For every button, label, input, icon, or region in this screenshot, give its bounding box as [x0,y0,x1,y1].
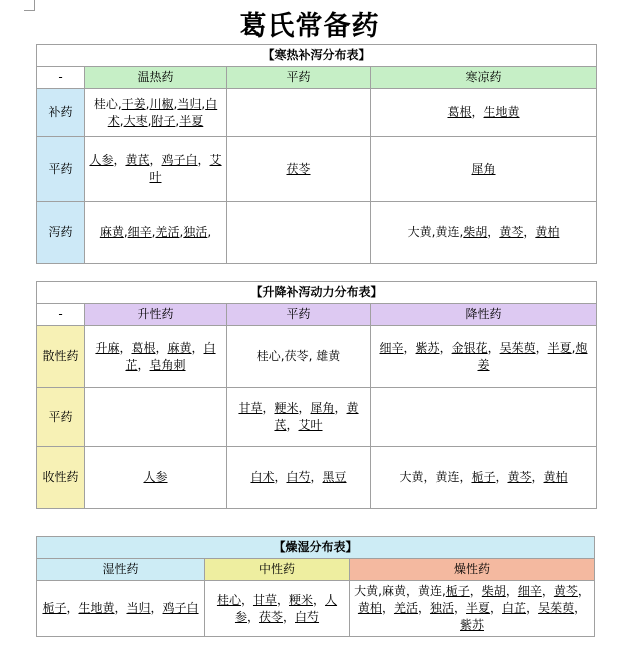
herb-text: , [179,225,184,239]
cell-ascending [85,326,227,388]
herb-text: , [571,340,576,355]
herb-text: ， [274,470,287,484]
herb-name: 葛根 [131,340,156,355]
cell-neutral [227,447,371,509]
herb-name: 鸡子白 [161,153,198,167]
herb-name: 人参 [143,470,168,484]
header-cold: 寒凉药 [371,67,597,89]
herb-name: 皂角刺 [149,357,186,372]
herb-text: ， [262,401,275,415]
herb-name: 白术 [107,96,218,128]
herb-name: 黄芪 [125,153,150,167]
cell-ascending [85,388,227,447]
herb-text: ， [191,340,204,355]
herb-name: 栀子 [42,601,67,615]
herb-text: ， [246,609,259,624]
herb-text: ， [523,225,536,239]
header-neutral: 中性药 [205,559,350,581]
herb-name: 生地黄 [483,105,520,119]
herb-text: ， [381,601,394,615]
herb-name: 独活 [429,601,454,615]
herb-name: 紫苏 [460,618,485,632]
cell-warm [85,89,227,137]
herb-name: 半夏 [466,601,491,615]
header-warm: 温热药 [85,67,227,89]
herb-name: 独活 [183,225,208,239]
herb-text: ， [403,340,416,355]
herb-text: ， [490,601,503,615]
row-label: 收性药 [37,447,85,509]
herb-text: ， [417,601,430,615]
corner-cell: - [37,67,85,89]
herb-name: 大枣 [123,113,148,128]
header-dry: 燥性药 [350,559,595,581]
table-caption: 【寒热补泻分布表】 [37,45,597,67]
corner-cell: - [37,304,85,326]
herb-name: 白芍 [295,609,320,624]
herb-name: 黄芪 [274,401,359,432]
herb-name: 川椒 [149,96,174,111]
herb-text: , [201,96,206,111]
herb-text: ， [574,601,587,615]
herb-name: 桂心 [216,592,241,607]
herb-name: 升麻 [95,340,120,355]
herb-text: ， [66,601,79,615]
page-title: 葛氏常备药 [239,11,380,42]
herb-name: 炮姜 [477,340,588,372]
cell-neutral [227,326,371,388]
herb-text: ， [454,601,467,615]
herb-name: 黄柏 [535,225,560,239]
herb-text: ， [505,584,518,598]
herb-text: ， [487,225,500,239]
herb-name: 细辛 [517,584,542,598]
herb-name: 艾叶 [298,418,323,432]
herb-name: 半夏 [547,340,572,355]
herb-text: , [147,113,152,128]
herb-text: ， [283,609,296,624]
herb-name: 紫苏 [415,340,440,355]
cell-cold [371,202,597,264]
herb-text: ， [286,418,299,432]
cell-damp [37,581,205,637]
herb-name: 生地黄 [78,601,115,615]
herb-name: 细辛 [379,340,404,355]
herb-text: 大黄,黄连, [407,225,464,239]
header-neutral: 平药 [227,304,371,326]
herb-name: 甘草 [238,401,263,415]
herb-name: 吴茱萸 [538,601,575,615]
herb-text: ， [149,153,162,167]
herb-name: 白术 [250,470,275,484]
row-label: 散性药 [37,326,85,388]
herb-name: 粳米 [289,592,314,607]
herb-name: 麻黄 [99,225,124,239]
herb-name: 茯苓 [286,161,311,176]
herb-text: ， [155,340,168,355]
herb-text: 桂心, [93,96,122,111]
herb-text: ， [535,340,548,355]
herb-text: 大黄,麻黄，黄连, [354,584,446,598]
herb-text: 大黄，黄连， [399,470,472,484]
herb-name: 黑豆 [322,470,347,484]
herb-text: , [151,225,156,239]
herb-name: 栀子 [445,584,470,598]
dry-damp-table [36,536,595,637]
cell-neutral [227,202,371,264]
herb-text: ， [313,592,326,607]
herb-name: 黄柏 [357,601,382,615]
herb-name: 羌活 [393,601,418,615]
herb-name: 当归 [177,96,202,111]
herb-text: ， [150,601,163,615]
herb-text: ， [276,592,289,607]
herb-text: ， [310,470,323,484]
herb-text: ， [531,470,544,484]
cell-warm [85,202,227,264]
cell-ascending [85,447,227,509]
herb-name: 犀角 [471,161,496,176]
herb-text: ， [119,340,132,355]
cell-neutral [227,388,371,447]
row-label: 平药 [37,388,85,447]
herb-name: 黄柏 [543,470,568,484]
cell-cold [371,89,597,137]
herb-name: 当归 [126,601,151,615]
herb-name: 粳米 [274,401,299,415]
header-neutral: 平药 [227,67,371,89]
herb-text: ， [487,340,500,355]
herb-name: 人参 [89,153,114,167]
herb-name: 白芍 [286,470,311,484]
herb-text: ， [439,340,452,355]
herb-name: 茯苓 [258,609,283,624]
cell-warm [85,137,227,202]
herb-text: ， [113,153,126,167]
herb-name: 甘草 [252,592,277,607]
herb-name: 柴胡 [481,584,506,598]
herb-name: 犀角 [310,401,335,415]
herb-text: , [175,113,180,128]
herb-name: 细辛 [127,225,152,239]
cell-neutral [227,137,371,202]
herb-name: 葛根 [447,105,472,119]
herb-text: ， [526,601,539,615]
herb-name: 麻黄 [167,340,192,355]
header-descending: 降性药 [371,304,597,326]
herb-name: 黄芩 [507,470,532,484]
herb-text: ， [541,584,554,598]
herb-text: ， [577,584,590,598]
herb-text: , [123,225,128,239]
row-label: 补药 [37,89,85,137]
herb-name: 半夏 [179,113,204,128]
herb-text: ， [334,401,347,415]
ascend-descend-table [36,281,597,509]
cell-descending [371,447,597,509]
herb-name: 吴茱萸 [499,340,536,355]
table-caption: 【燥湿分布表】 [37,537,595,559]
herb-name: 白芷 [502,601,527,615]
herb-text: , [173,96,178,111]
header-damp: 湿性药 [37,559,205,581]
cell-cold [371,137,597,202]
row-label: 平药 [37,137,85,202]
hot-cold-table [36,44,597,264]
herb-text: , [119,113,124,128]
header-ascending: 升性药 [85,304,227,326]
herb-text: ， [240,592,253,607]
herb-text: ， [137,357,150,372]
herb-name: 艾叶 [149,153,222,184]
herb-name: 附子 [151,113,176,128]
herb-name: 白芷 [125,340,216,372]
herb-name: 人参 [234,592,338,624]
herb-name: 羌活 [155,225,180,239]
herb-name: 栀子 [471,470,496,484]
cell-descending [371,388,597,447]
herb-text: ， [114,601,127,615]
herb-name: 黄芩 [553,584,578,598]
herb-text: ， [495,470,508,484]
herb-text: ， [298,401,311,415]
herb-name: 干姜 [121,96,146,111]
herb-name: 鸡子白 [162,601,199,615]
row-label: 泻药 [37,202,85,264]
herb-name: 柴胡 [463,225,488,239]
herb-text: 桂心,茯苓, 雄黄 [256,349,341,363]
cell-neutral [205,581,350,637]
table-caption: 【升降补泻动力分布表】 [37,282,597,304]
herb-name: 黄芩 [499,225,524,239]
cell-neutral [227,89,371,137]
herb-text: ， [197,153,210,167]
cell-dry [350,581,595,637]
herb-text: ， [469,584,482,598]
cell-descending [371,326,597,388]
herb-text: ， [471,105,484,119]
herb-text: , [207,225,212,239]
herb-name: 金银花 [451,340,488,355]
herb-text: , [145,96,150,111]
